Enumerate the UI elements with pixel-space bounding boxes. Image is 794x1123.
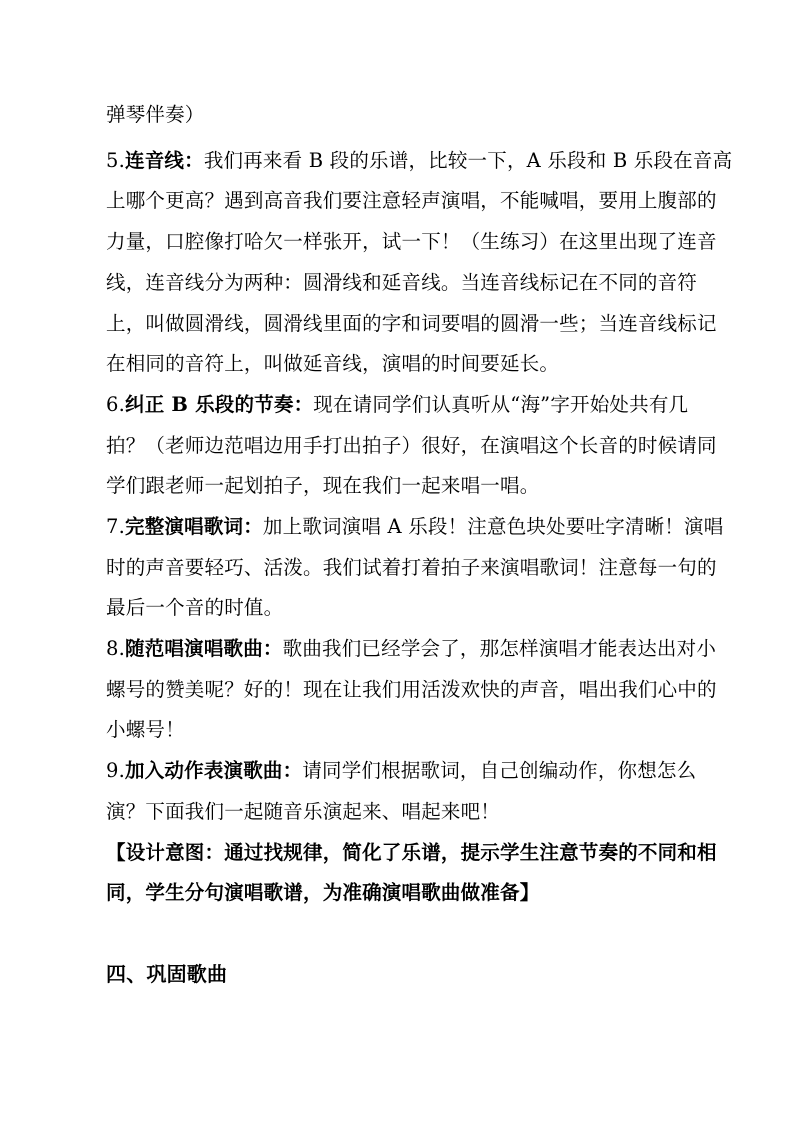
item-5-text-2: 上哪个更高？遇到高音我们要注意轻声演唱，不能喊唱，要用上腹部的 bbox=[106, 189, 717, 212]
item-6-text-2: 拍？（老师边范唱边用手打出拍子）很好，在演唱这个长音的时候请同 bbox=[106, 434, 717, 457]
design-intent-text-2: 同，学生分句演唱歌谱，为准确演唱歌曲做准备】 bbox=[106, 881, 540, 904]
item-5-line-3 bbox=[106, 228, 717, 256]
item-6-line-2 bbox=[106, 432, 717, 460]
item-5-text-3: 力量，口腔像打哈欠一样张开，试一下！（生练习）在这里出现了连音 bbox=[106, 230, 717, 253]
item-8-line-2 bbox=[106, 676, 717, 704]
item-9-number: 9. bbox=[106, 759, 126, 782]
item-5-text-4: 线，连音线分为两种：圆滑线和延音线。当连音线标记在不同的音符 bbox=[106, 271, 698, 294]
item-5-line-6 bbox=[106, 350, 706, 378]
design-intent-line-1 bbox=[106, 839, 717, 867]
item-8-number: 8. bbox=[106, 637, 126, 660]
item-6-text-3: 学们跟老师一起划拍子，现在我们一起来唱一唱。 bbox=[106, 474, 540, 497]
section-heading bbox=[106, 960, 706, 988]
item-9-title: 加入动作表演歌曲： bbox=[125, 759, 303, 782]
item-8-body: 歌曲我们已经学会了，那怎样演唱才能表达出对小 bbox=[282, 637, 717, 660]
item-9-body: 请同学们根据歌词，自己创编动作，你想怎么 bbox=[302, 759, 697, 782]
item-7-text-3: 最后一个音的时值。 bbox=[106, 596, 284, 619]
item-8-line-3 bbox=[106, 716, 706, 744]
item-8-text-2: 螺号的赞美呢？好的！现在让我们用活泼欢快的声音，唱出我们心中的 bbox=[106, 678, 717, 701]
item-5-line-5 bbox=[106, 310, 717, 338]
item-8-text-3: 小螺号！ bbox=[106, 718, 185, 741]
item-5-title: 连音线： bbox=[125, 149, 204, 172]
item-5-line-2 bbox=[106, 187, 717, 215]
item-9-line-2 bbox=[106, 798, 706, 826]
item-7-text-2: 时的声音要轻巧、活泼。我们试着打着拍子来演唱歌词！注意每一句的 bbox=[106, 556, 717, 579]
item-5-number: 5. bbox=[106, 149, 126, 172]
design-intent-text-1: 【设计意图：通过找规律，简化了乐谱，提示学生注意节奏的不同和相 bbox=[106, 841, 717, 864]
item-7-number: 7. bbox=[106, 515, 126, 538]
item-5-line-4 bbox=[106, 269, 706, 297]
item-7-line-1 bbox=[106, 513, 724, 541]
item-7-line-3 bbox=[106, 594, 706, 622]
item-8-title: 随范唱演唱歌曲： bbox=[125, 637, 283, 660]
item-6-line-1 bbox=[106, 391, 706, 419]
item-5-text-5: 上，叫做圆滑线，圆滑线里面的字和词要唱的圆滑一些；当连音线标记 bbox=[106, 312, 717, 335]
text-line-1 bbox=[106, 101, 706, 129]
item-6-body: 现在请同学们认真听从“海”字开始处共有几 bbox=[313, 393, 689, 416]
item-5-text-6: 在相同的音符上，叫做延音线，演唱的时间要延长。 bbox=[106, 352, 560, 375]
item-6-line-3 bbox=[106, 472, 706, 500]
item-9-text-2: 演？下面我们一起随音乐演起来、唱起来吧！ bbox=[106, 800, 501, 823]
section-heading-text: 四、巩固歌曲 bbox=[106, 962, 228, 986]
line-1-text: 弹琴伴奏） bbox=[106, 103, 205, 126]
item-7-body: 加上歌词演唱 A 乐段！注意色块处要吐字清晰！演唱 bbox=[262, 515, 724, 538]
item-9-line-1 bbox=[106, 757, 706, 785]
item-6-title: 纠正 B 乐段的节奏： bbox=[125, 393, 314, 416]
item-8-line-1 bbox=[106, 635, 717, 663]
item-5-body: 我们再来看 B 段的乐谱，比较一下，A 乐段和 B 乐段在音高 bbox=[203, 149, 733, 172]
item-5-line-1 bbox=[106, 147, 733, 175]
item-7-title: 完整演唱歌词： bbox=[125, 515, 263, 538]
design-intent-line-2 bbox=[106, 879, 706, 907]
item-7-line-2 bbox=[106, 554, 717, 582]
item-6-number: 6. bbox=[106, 393, 126, 416]
